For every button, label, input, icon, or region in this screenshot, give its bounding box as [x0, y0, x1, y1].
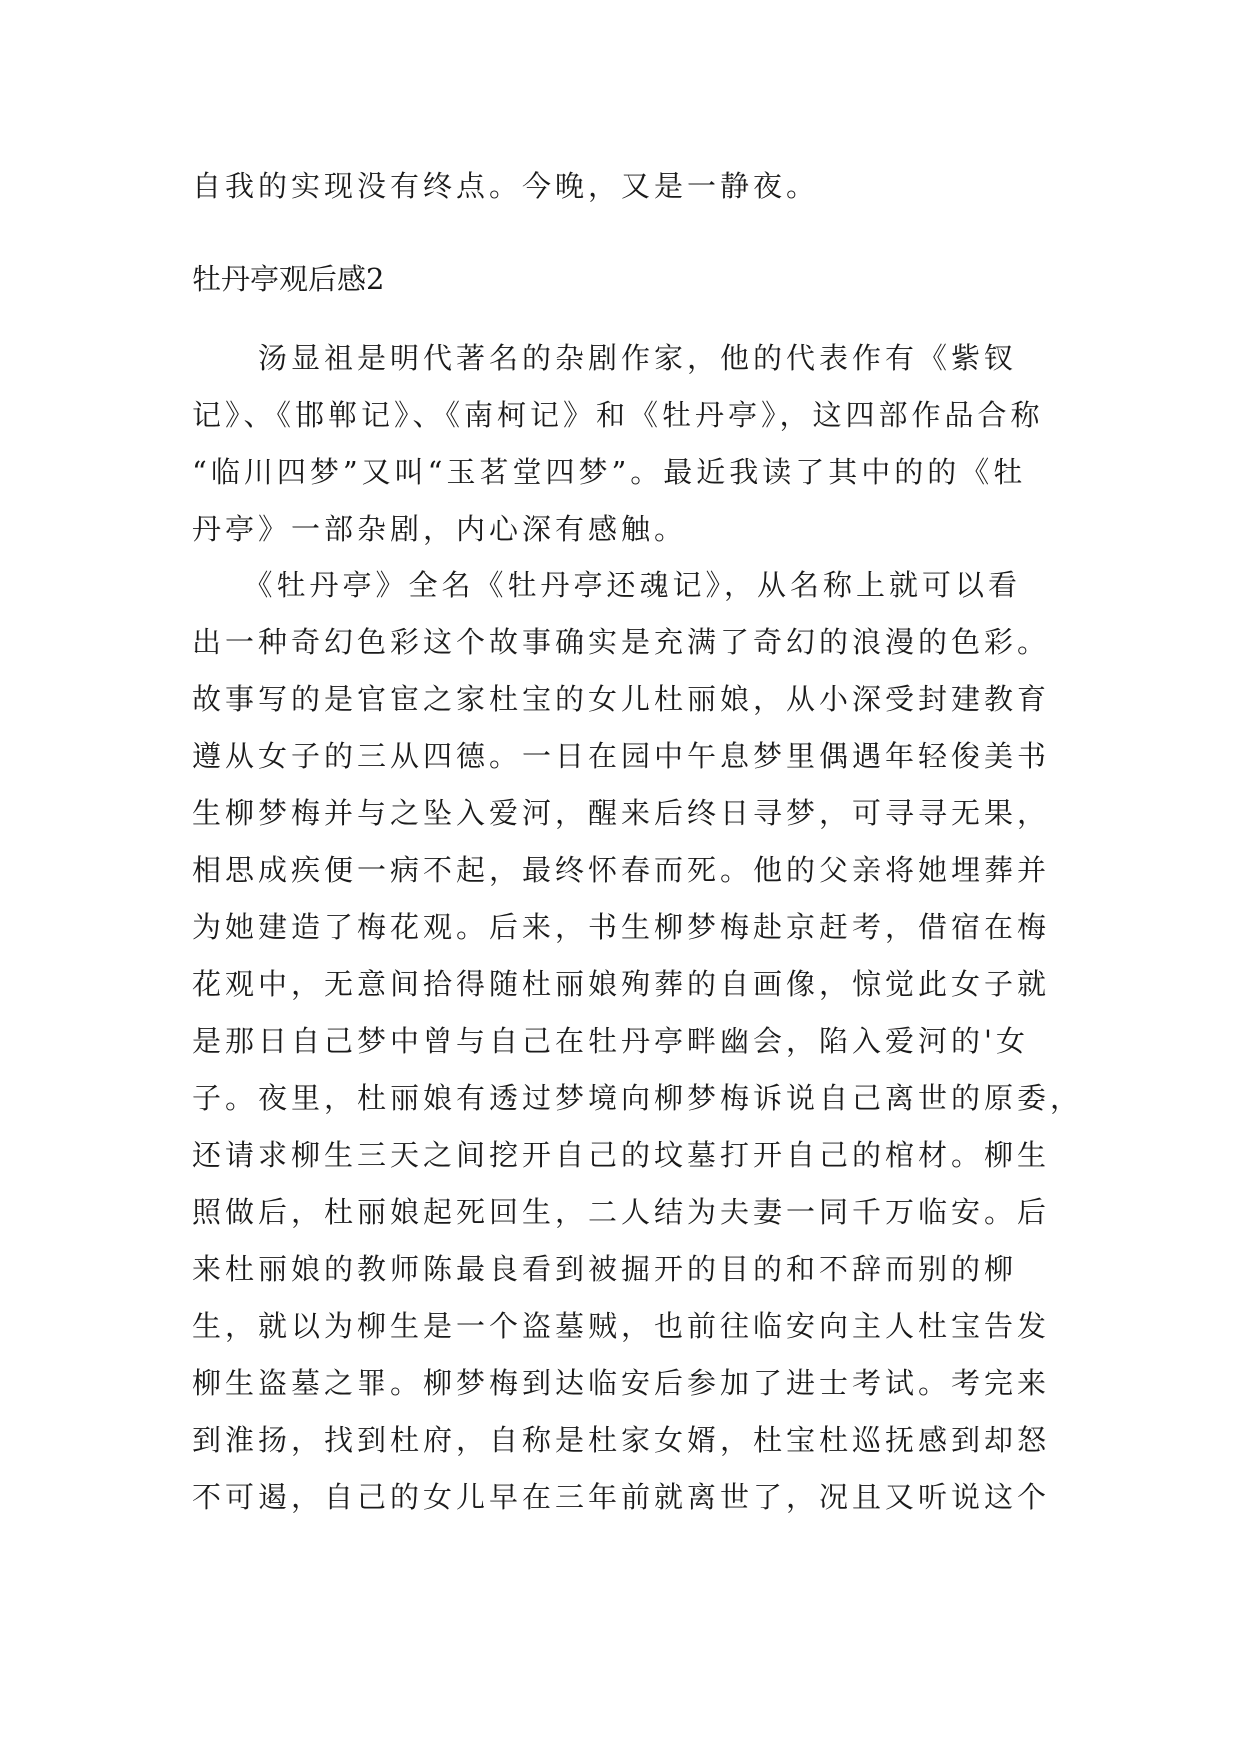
text-line: 还请求柳生三天之间挖开自己的坟墓打开自己的棺材。柳生 — [192, 1138, 1051, 1172]
text-line: 生柳梦梅并与之坠入爱河，醒来后终日寻梦，可寻寻无果， — [192, 796, 1051, 830]
text-line: 来杜丽娘的教师陈最良看到被掘开的目的和不辞而别的柳 — [192, 1252, 1018, 1286]
text-line: 花观中，无意间拾得随杜丽娘殉葬的自画像，惊觉此女子就 — [192, 967, 1051, 1001]
text-line: 是那日自己梦中曾与自己在牡丹亭畔幽会，陷入爱河的'女 — [192, 1024, 1029, 1058]
text-line: 为她建造了梅花观。后来，书生柳梦梅赴京赶考，借宿在梅 — [192, 910, 1051, 944]
text-line: 出一种奇幻色彩这个故事确实是充满了奇幻的浪漫的色彩。 — [192, 625, 1051, 659]
text-line: 柳生盗墓之罪。柳梦梅到达临安后参加了进士考试。考完来 — [192, 1366, 1051, 1400]
paragraph-story — [192, 557, 1084, 1526]
text-line: 汤显祖是明代著名的杂剧作家，他的代表作有《紫钗 — [192, 341, 1018, 375]
section-heading: 牡丹亭观后感2 — [192, 262, 385, 296]
text-line: 到淮扬，找到杜府，自称是杜家女婿，杜宝杜巡抚感到却怒 — [192, 1423, 1051, 1457]
text-line: 不可遏，自己的女儿早在三年前就离世了，况且又听说这个 — [192, 1480, 1051, 1514]
text-line: 相思成疾便一病不起，最终怀春而死。他的父亲将她埋葬并 — [192, 853, 1051, 887]
text-line: 子。夜里，杜丽娘有透过梦境向柳梦梅诉说自己离世的原委， — [192, 1081, 1084, 1115]
text-line: 照做后，杜丽娘起死回生，二人结为夫妻一同千万临安。后 — [192, 1195, 1051, 1229]
text-line: 遵从女子的三从四德。一日在园中午息梦里偶遇年轻俊美书 — [192, 739, 1051, 773]
text-line: “临川四梦”又叫“玉茗堂四梦”。最近我读了其中的的《牡 — [192, 455, 1027, 489]
text-line: 故事写的是官宦之家杜宝的女儿杜丽娘，从小深受封建教育 — [192, 682, 1051, 716]
text-line: 丹亭》一部杂剧，内心深有感触。 — [192, 512, 688, 546]
text-line: 生，就以为柳生是一个盗墓贼，也前往临安向主人杜宝告发 — [192, 1309, 1051, 1343]
continued-text-line: 自我的实现没有终点。今晚，又是一静夜。 — [192, 169, 820, 203]
paragraph-intro — [192, 330, 1072, 558]
text-line: 《牡丹亭》全名《牡丹亭还魂记》，从名称上就可以看 — [192, 568, 1022, 602]
text-line: 记》、《邯郸记》、《南柯记》和《牡丹亭》，这四部作品合称 — [192, 398, 1044, 432]
